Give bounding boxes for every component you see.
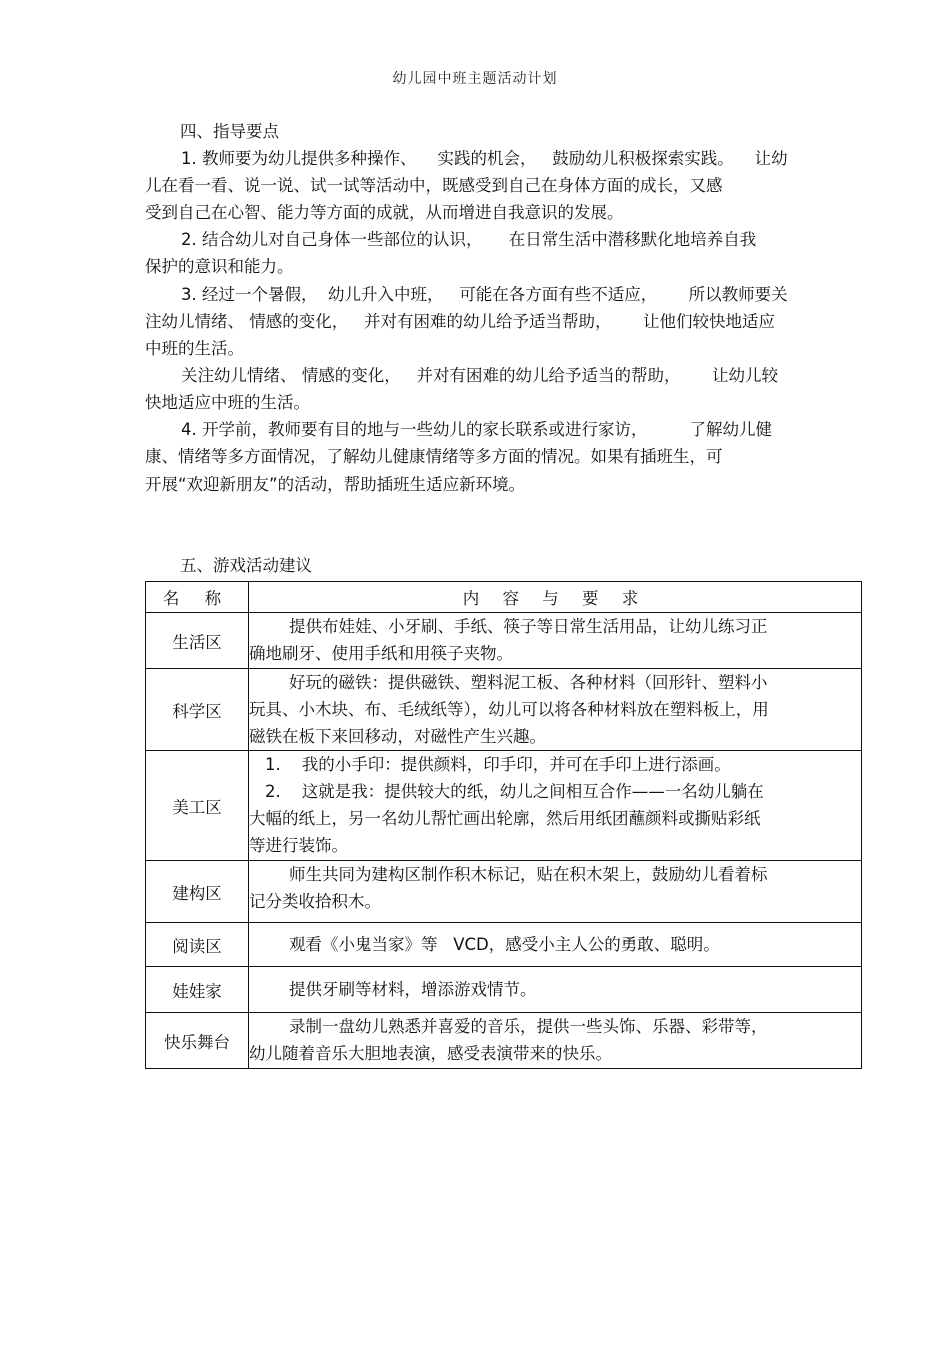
paragraph-line: 快地适应中班的生活。 (145, 393, 310, 412)
table-row (146, 1013, 862, 1069)
activity-table (145, 581, 862, 1069)
header-content: 内 容 与 要 求 (249, 582, 862, 613)
area-content (249, 613, 862, 669)
content-line: 录制一盘幼儿熟悉并喜爱的音乐，提供一些头饰、乐器、彩带等， (289, 1017, 768, 1036)
content-line: 提供布娃娃、小牙刷、手纸、筷子等日常生活用品，让幼儿练习正 (289, 617, 768, 636)
content-line: 玩具、小木块、布、毛绒纸等），幼儿可以将各种材料放在塑料板上，用 (249, 700, 769, 719)
area-name: 科学区 (146, 669, 249, 751)
table-row (146, 861, 862, 923)
area-content (249, 923, 862, 967)
content-line: 师生共同为建构区制作积木标记，贴在积木架上，鼓励幼儿看着标 (289, 865, 768, 884)
content-line: 2. 这就是我：提供较大的纸，幼儿之间相互合作——一名幼儿躺在 (265, 782, 764, 801)
area-content (249, 1013, 862, 1069)
paragraph-line: 3. 经过一个暑假， 幼儿升入中班， 可能在各方面有些不适应， 所以教师要关 (181, 285, 788, 304)
area-name: 快乐舞台 (146, 1013, 249, 1069)
section5-heading: 五、游戏活动建议 (180, 556, 312, 575)
paragraph-line: 2. 结合幼儿对自己身体一些部位的认识， 在日常生活中潜移默化地培养自我 (181, 230, 757, 249)
table-header-row (146, 582, 862, 613)
paragraph-line: 1. 教师要为幼儿提供多种操作、 实践的机会， 鼓励幼儿积极探索实践。 让幼 (181, 149, 788, 168)
paragraph-line: 开展“欢迎新朋友”的活动，帮助插班生适应新环境。 (145, 475, 526, 494)
content-line: 观看《小鬼当家》等 VCD，感受小主人公的勇敢、聪明。 (289, 935, 720, 954)
paragraph-line: 中班的生活。 (145, 339, 244, 358)
content-line: 大幅的纸上，另一名幼儿帮忙画出轮廓，然后用纸团蘸颜料或撕贴彩纸 (249, 809, 761, 828)
paragraph-line: 受到自己在心智、能力等方面的成就，从而增进自我意识的发展。 (145, 203, 624, 222)
area-content (249, 861, 862, 923)
content-line: 好玩的磁铁：提供磁铁、塑料泥工板、各种材料（回形针、塑料小 (289, 673, 768, 692)
header-name: 名 称 (146, 582, 249, 613)
area-content (249, 751, 862, 861)
content-line: 磁铁在板下来回移动，对磁性产生兴趣。 (249, 727, 546, 746)
area-name: 阅读区 (146, 923, 249, 967)
table-row (146, 923, 862, 967)
paragraph-line: 康、情绪等多方面情况，了解幼儿健康情绪等多方面的情况。如果有插班生，可 (145, 447, 723, 466)
content-line: 记分类收拾积木。 (249, 892, 381, 911)
paragraph-line: 保护的意识和能力。 (145, 257, 294, 276)
area-content (249, 967, 862, 1013)
area-name: 美工区 (146, 751, 249, 861)
content-line: 确地刷牙、使用手纸和用筷子夹物。 (249, 644, 513, 663)
table-row (146, 751, 862, 861)
paragraph-line: 关注幼儿情绪、 情感的变化， 并对有困难的幼儿给予适当的帮助， 让幼儿较 (181, 366, 778, 385)
page-title: 幼儿园中班主题活动计划 (392, 71, 558, 87)
table-row (146, 613, 862, 669)
paragraph-line: 儿在看一看、说一说、试一试等活动中，既感受到自己在身体方面的成长，又感 (145, 176, 723, 195)
area-name: 娃娃家 (146, 967, 249, 1013)
area-name: 建构区 (146, 861, 249, 923)
section4-heading: 四、指导要点 (180, 122, 279, 141)
content-line: 幼儿随着音乐大胆地表演，感受表演带来的快乐。 (249, 1044, 612, 1063)
table-row (146, 669, 862, 751)
area-content (249, 669, 862, 751)
table-row (146, 967, 862, 1013)
content-line: 1. 我的小手印：提供颜料，印手印，并可在手印上进行添画。 (265, 755, 731, 774)
paragraph-line: 4. 开学前，教师要有目的地与一些幼儿的家长联系或进行家访， 了解幼儿健 (181, 420, 772, 439)
paragraph-line: 注幼儿情绪、 情感的变化， 并对有困难的幼儿给予适当帮助， 让他们较快地适应 (145, 312, 775, 331)
content-line: 提供牙刷等材料，增添游戏情节。 (289, 980, 537, 999)
area-name: 生活区 (146, 613, 249, 669)
content-line: 等进行装饰。 (249, 836, 348, 855)
